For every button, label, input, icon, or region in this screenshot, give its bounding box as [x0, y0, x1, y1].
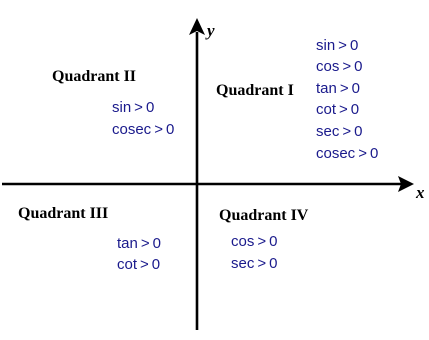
quadrant-3-condition: cot > 0 [117, 256, 161, 273]
quadrant-2-title: Quadrant II [52, 68, 137, 85]
quadrant-1-condition: cosec > 0 [316, 145, 379, 162]
quadrant-2-condition: cosec > 0 [112, 121, 175, 138]
quadrant-4-condition: sec > 0 [231, 255, 278, 272]
quadrant-4-title: Quadrant IV [219, 207, 309, 224]
quadrant-1-condition: sec > 0 [316, 123, 363, 140]
quadrant-4-condition: cos > 0 [231, 233, 278, 250]
quadrant-1-condition: sin > 0 [316, 37, 359, 54]
x-axis-label: x [416, 183, 425, 202]
y-axis-label: y [207, 21, 215, 40]
quadrant-3-condition: tan > 0 [117, 235, 161, 252]
quadrant-3-title: Quadrant III [18, 205, 109, 222]
quadrant-1-condition: cot > 0 [316, 101, 360, 118]
quadrant-2-condition: sin > 0 [112, 99, 155, 116]
quadrant-1-condition: tan > 0 [316, 80, 360, 97]
quadrant-1-condition: cos > 0 [316, 58, 363, 75]
quadrant-1-title: Quadrant I [216, 82, 294, 99]
